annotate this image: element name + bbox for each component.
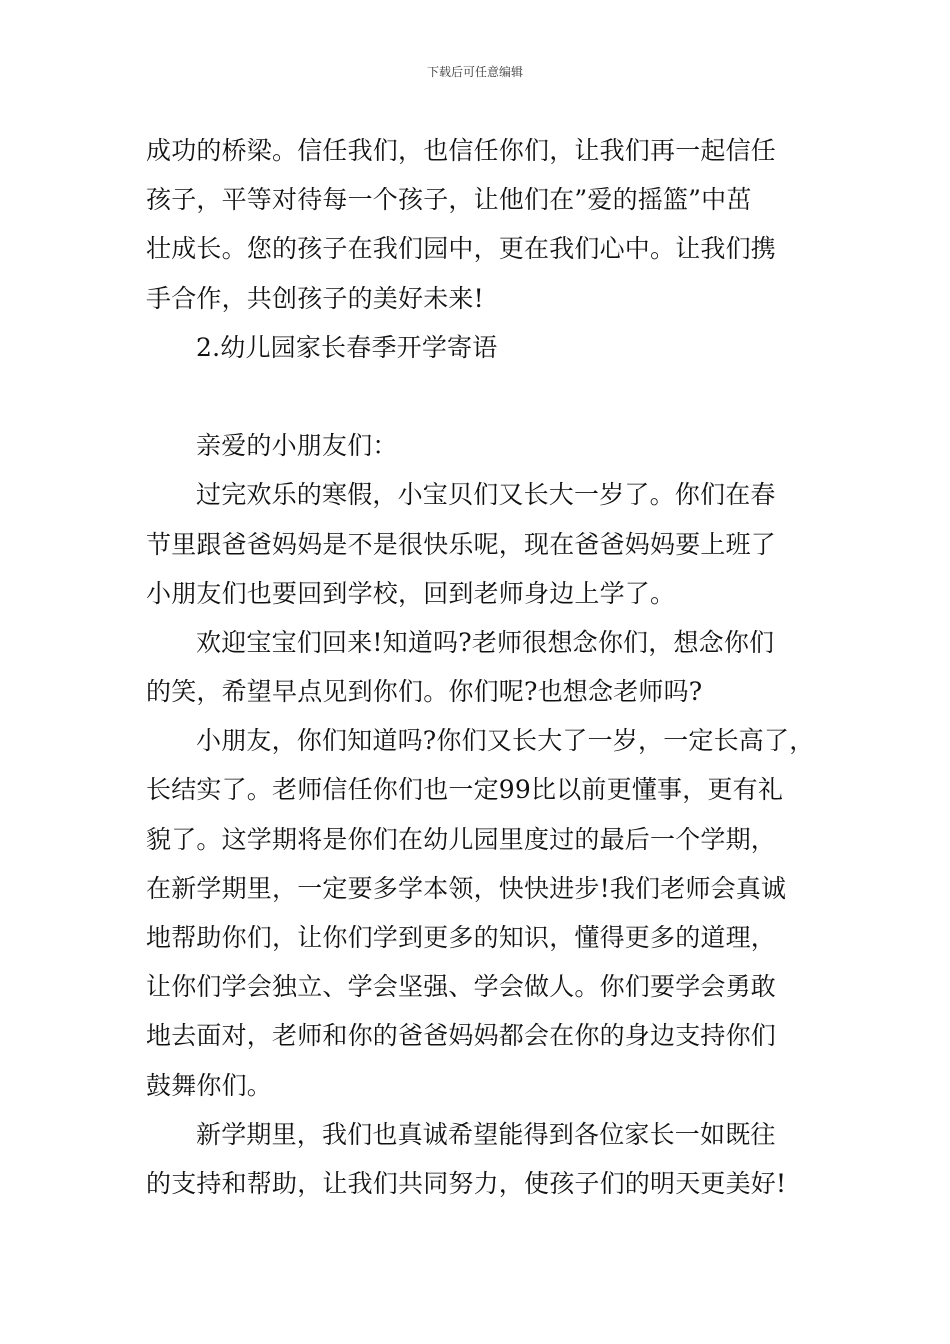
- text-line: 欢迎宝宝们回来!知道吗?老师很想念你们，想念你们: [196, 627, 775, 657]
- text-line: 的笑，希望早点见到你们。你们呢?也想念老师吗?: [146, 677, 703, 707]
- text-line: 壮成长。您的孩子在我们园中，更在我们心中。让我们携: [146, 234, 777, 264]
- blank-line: [146, 372, 811, 421]
- text-line: 过完欢乐的寒假，小宝贝们又长大一岁了。你们在春: [196, 480, 776, 510]
- text-line: 小朋友，你们知道吗?你们又长大了一岁，一定长高了，: [196, 726, 815, 756]
- text-line: 让你们学会独立、学会坚强、学会做人。你们要学会勇敢: [146, 972, 777, 1002]
- text-line: 节里跟爸爸妈妈是不是很快乐呢，现在爸爸妈妈要上班了: [146, 529, 777, 559]
- text-line: 孩子，平等对待每一个孩子，让他们在”爱的摇篮”中茁: [146, 185, 752, 215]
- document-body: [146, 126, 815, 1208]
- text-line: 貌了。这学期将是你们在幼儿园里度过的最后一个学期，: [146, 824, 777, 854]
- text-line: 长结实了。老师信任你们也一定99比以前更懂事，更有礼: [146, 775, 784, 805]
- text-line: 在新学期里，一定要多学本领，快快进步!我们老师会真诚: [146, 873, 787, 903]
- text-line: 手合作，共创孩子的美好未来!: [146, 283, 484, 313]
- text-line: 地帮助你们，让你们学到更多的知识，懂得更多的道理，: [146, 923, 777, 952]
- page-header: 下载后可任意编辑: [426, 65, 523, 79]
- text-line: 鼓舞你们。: [146, 1070, 273, 1100]
- text-line: 地去面对，老师和你的爸爸妈妈都会在你的身边支持你们: [146, 1021, 777, 1051]
- text-line: 小朋友们也要回到学校，回到老师身边上学了。: [146, 578, 676, 608]
- salutation: 亲爱的小朋友们：: [196, 431, 398, 461]
- section-heading: 2.幼儿园家长春季开学寄语: [196, 332, 498, 362]
- text-line: 的支持和帮助，让我们共同努力，使孩子们的明天更美好!: [146, 1168, 787, 1198]
- text-line: 成功的桥梁。信任我们，也信任你们，让我们再一起信任: [146, 136, 777, 165]
- text-line: 新学期里，我们也真诚希望能得到各位家长一如既往: [196, 1119, 776, 1149]
